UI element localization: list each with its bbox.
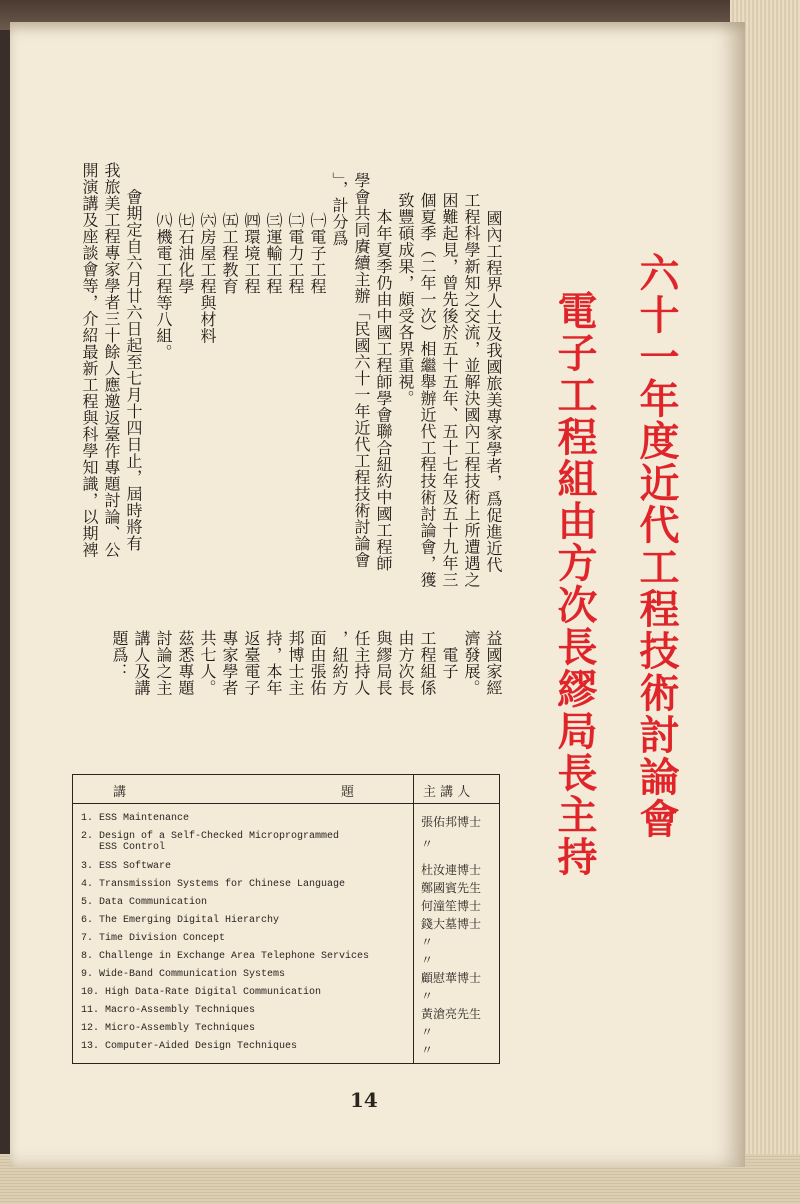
body-column: 個夏季（二年一次）相繼舉辦近代工程技術討論會，獲 bbox=[418, 192, 437, 588]
row-topic: 1. ESS Maintenance bbox=[81, 813, 190, 824]
row-speaker: 〃 bbox=[421, 1025, 434, 1039]
body-column: 國內工程界人士及我國旅美專家學者，爲促進近代 bbox=[484, 210, 503, 573]
table-row bbox=[81, 1023, 491, 1041]
table-row bbox=[81, 861, 491, 879]
table-row bbox=[81, 831, 491, 853]
body-column-short: 討論之主 bbox=[154, 630, 173, 696]
body-column-short: 工程組係 bbox=[418, 630, 437, 696]
body-column: 開演講及座談會等，介紹最新工程與科學知識，以期裨 bbox=[80, 162, 99, 558]
table-row bbox=[81, 1041, 491, 1059]
row-speaker: 〃 bbox=[421, 935, 434, 949]
topics-table bbox=[72, 774, 500, 1064]
body-column: 困難起見，曾先後於五十五年、五十七年及五十九年三 bbox=[440, 192, 459, 588]
row-topic: 3. ESS Software bbox=[81, 861, 172, 872]
table-row bbox=[81, 933, 491, 951]
body-column-short: ，紐約方 bbox=[330, 630, 349, 696]
row-topic: 6. The Emerging Digital Hierarchy bbox=[81, 915, 280, 926]
table-row bbox=[81, 969, 491, 987]
book-page bbox=[10, 22, 745, 1167]
row-topic: 11. Macro-Assembly Techniques bbox=[81, 1005, 256, 1016]
body-column: 致豐碩成果，頗受各界重視。 bbox=[396, 192, 415, 407]
row-topic: 9. Wide-Band Communication Systems bbox=[81, 969, 286, 980]
row-topic: 12. Micro-Assembly Techniques bbox=[81, 1023, 256, 1034]
body-column-short: 茲悉專題 bbox=[176, 630, 195, 696]
row-speaker: 杜汝連博士 bbox=[421, 863, 482, 877]
table-row bbox=[81, 951, 491, 969]
article-subtitle: 電子工程組由方次長繆局長主持 bbox=[551, 290, 597, 878]
body-column: ㈥房屋工程與材料 bbox=[198, 212, 217, 344]
body-column-short: 電子 bbox=[440, 630, 459, 680]
table-row bbox=[81, 879, 491, 897]
page-number: 14 bbox=[350, 1088, 378, 1112]
body-column: 我旅美工程專家學者三十餘人應邀返臺作專題討論、公 bbox=[102, 162, 121, 558]
body-column: ㈡電力工程 bbox=[286, 212, 305, 295]
row-speaker: 張佑邦博士 bbox=[421, 815, 482, 829]
body-column-short: 持，本年 bbox=[264, 630, 283, 696]
row-topic: 2. Design of a Self-Checked Microprogrammed ESS Control bbox=[81, 831, 340, 853]
row-topic: 4. Transmission Systems for Chinese Language bbox=[81, 879, 346, 890]
row-topic: 7. Time Division Concept bbox=[81, 933, 226, 944]
body-column-short: 由方次長 bbox=[396, 630, 415, 696]
body-column-short: 與繆局長 bbox=[374, 630, 393, 696]
table-header bbox=[73, 775, 499, 804]
row-topic: 13. Computer-Aided Design Techniques bbox=[81, 1041, 298, 1052]
table-row bbox=[81, 987, 491, 1005]
row-speaker: 錢大墓博士 bbox=[421, 917, 482, 931]
row-topic: 5. Data Communication bbox=[81, 897, 208, 908]
table-row bbox=[81, 813, 491, 831]
body-column: ㈤工程教育 bbox=[220, 212, 239, 295]
body-column-short: 題爲： bbox=[110, 630, 129, 680]
body-column-short: 講人及講 bbox=[132, 630, 151, 696]
row-speaker: 〃 bbox=[421, 953, 434, 967]
body-column-short: 任主持人 bbox=[352, 630, 371, 696]
body-column-short: 邦博士主 bbox=[286, 630, 305, 696]
header-topic-right: 題 bbox=[341, 785, 355, 800]
table-row bbox=[81, 1005, 491, 1023]
body-column-short: 濟發展。 bbox=[462, 630, 481, 696]
body-column-short: 共七人。 bbox=[198, 630, 217, 696]
row-speaker: 顧慰華博士 bbox=[421, 971, 482, 985]
body-column: 」，計分爲 bbox=[330, 172, 349, 247]
body-column-short: 益國家經 bbox=[484, 630, 503, 696]
body-column: ㈣環境工程 bbox=[242, 212, 261, 295]
body-column: 本年夏季仍由中國工程師學會聯合紐約中國工程師 bbox=[374, 192, 393, 572]
body-column: 學會共同賡續主辦「民國六十一年近代工程技術討論會 bbox=[352, 172, 371, 568]
header-speaker: 主 講 人 bbox=[423, 785, 471, 800]
body-column: ㈧機電工程等八組。 bbox=[154, 212, 173, 361]
body-column-short: 返臺電子 bbox=[242, 630, 261, 696]
body-column: 會期定自六月廿六日起至七月十四日止，屆時將有 bbox=[124, 172, 143, 552]
row-speaker: 何潼笙博士 bbox=[421, 899, 482, 913]
row-topic: 10. High Data-Rate Digital Communication bbox=[81, 987, 322, 998]
article-title: 六十一年度近代工程技術討論會 bbox=[633, 252, 679, 840]
table-row bbox=[81, 897, 491, 915]
body-column: ㈢運輸工程 bbox=[264, 212, 283, 295]
body-column-short: 專家學者 bbox=[220, 630, 239, 696]
row-speaker: 〃 bbox=[421, 1043, 434, 1057]
table-row bbox=[81, 915, 491, 933]
body-column: 工程科學新知之交流，並解決國內工程技術上所遭遇之 bbox=[462, 192, 481, 588]
row-speaker: 鄭國賓先生 bbox=[421, 881, 482, 895]
row-speaker: 〃 bbox=[421, 837, 434, 851]
body-column: ㈠電子工程 bbox=[308, 212, 327, 295]
header-topic-left: 講 bbox=[113, 785, 127, 800]
row-topic: 8. Challenge in Exchange Area Telephone Services bbox=[81, 951, 370, 962]
body-column-short: 面由張佑 bbox=[308, 630, 327, 696]
row-speaker: 黃滄亮先生 bbox=[421, 1007, 482, 1021]
row-speaker: 〃 bbox=[421, 989, 434, 1003]
body-column: ㈦石油化學 bbox=[176, 212, 195, 295]
